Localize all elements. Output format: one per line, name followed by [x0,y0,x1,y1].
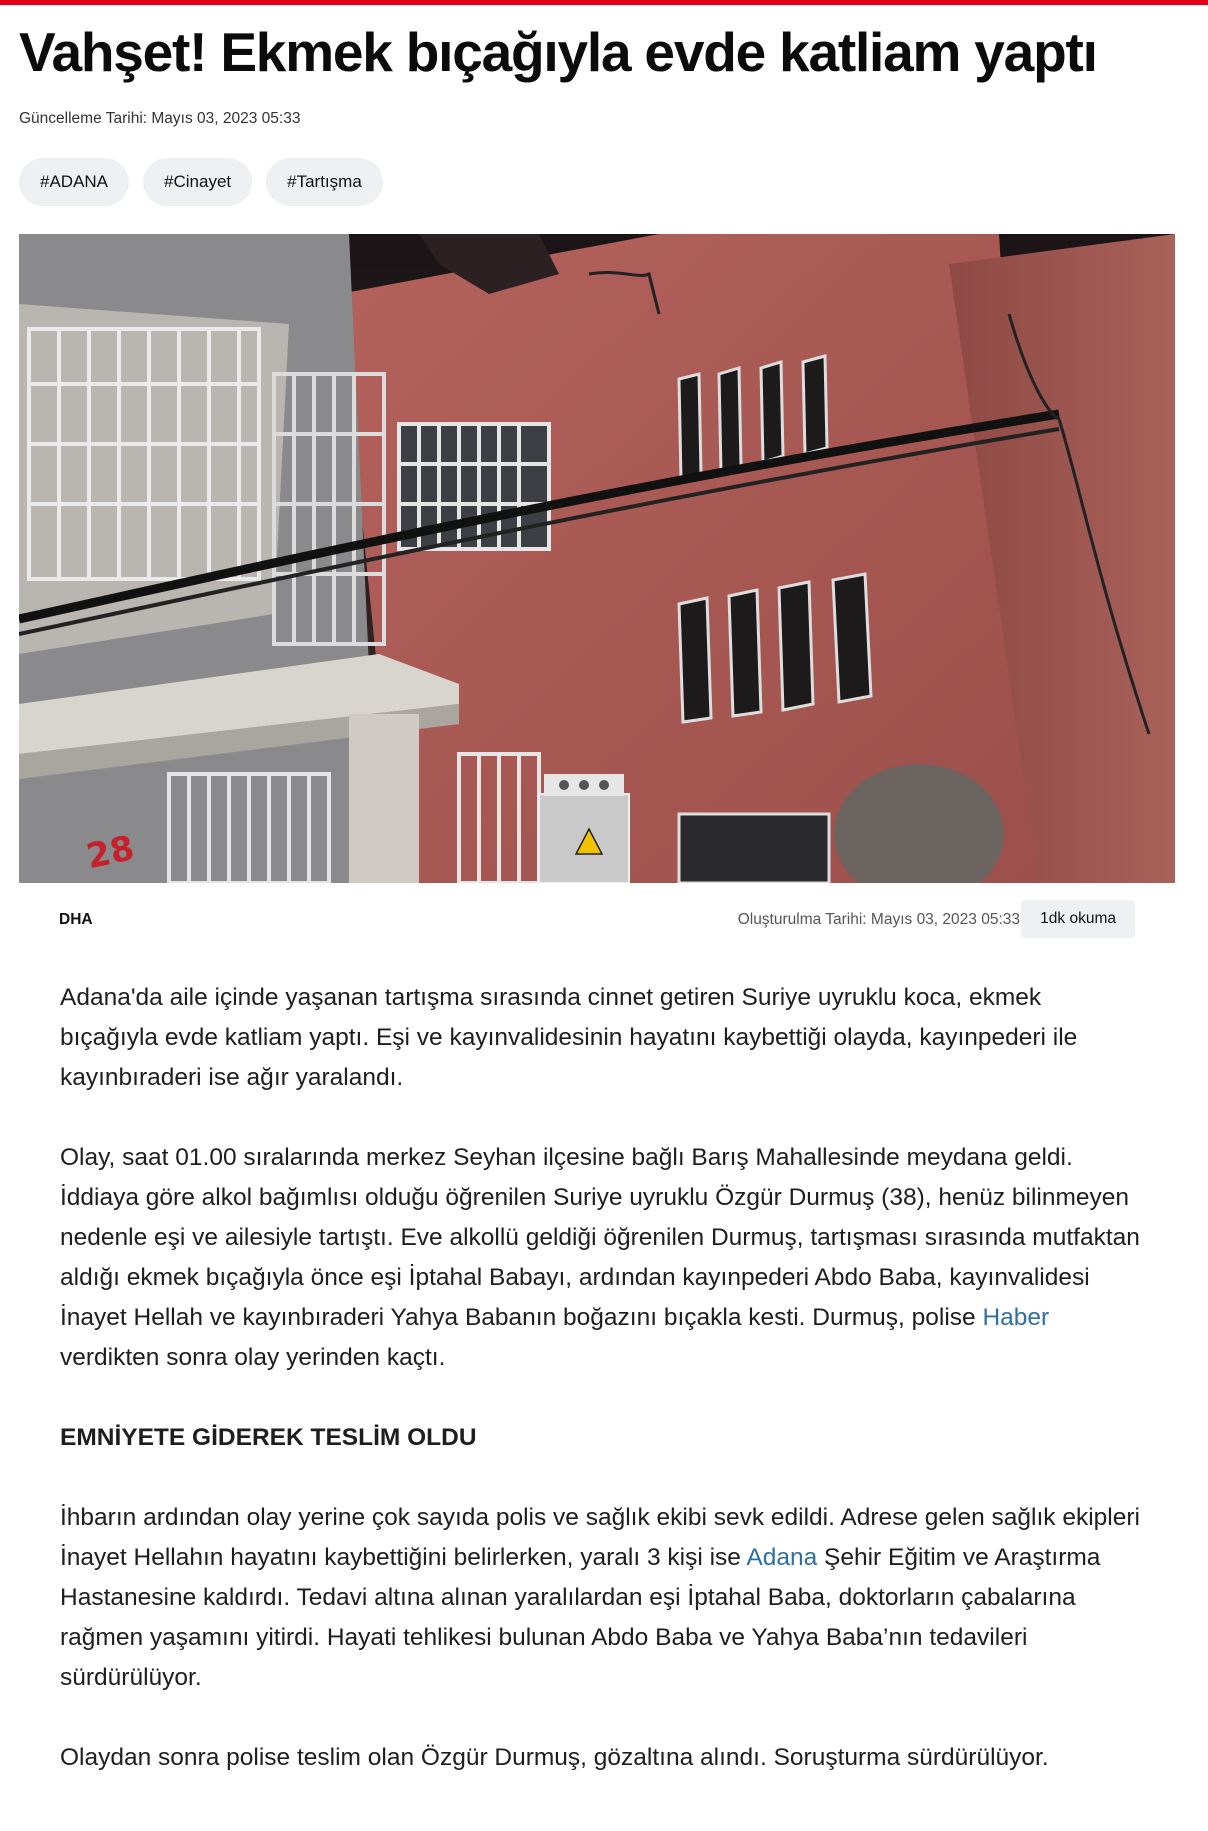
building-illustration [19,234,1175,883]
paragraph-response-text-a: İhbarın ardından olay yerine çok sayıda polis ve sağlık ekibi sevk edildi. Adrese gelen sağlık ekipleri İnayet Hellahın hayatını kaybettiğini belirlerken, yaralı 3 kişi ise [60,1504,1140,1571]
paragraph-event-text-b: verdikten sonra olay yerinden kaçtı. [60,1344,446,1371]
updated-date: Güncelleme Tarihi: Mayıs 03, 2023 05:33 [19,110,301,127]
created-date: Oluşturulma Tarihi: Mayıs 03, 2023 05:33 [737,911,1020,928]
article-photo [19,234,1175,883]
article-body [60,978,1140,1818]
section-heading: EMNİYETE GİDEREK TESLİM OLDU [60,1424,477,1451]
paragraph-intro: Adana'da aile içinde yaşanan tartışma sırasında cinnet getiren Suriye uyruklu koca, ekmek bıçağıyla evde katliam yaptı. Eşi ve kayınvalidesinin hayatını kaybettiği olayda, kayınpederi ile kayınbıraderi ise ağır yaralandı. [60,984,1078,1091]
read-time-badge: 1dk okuma [1021,900,1135,938]
tag-adana[interactable]: #ADANA [19,158,129,206]
tag-tartisma[interactable]: #Tartışma [266,158,383,206]
building-number: 28 [83,828,138,878]
top-accent-bar [0,0,1208,5]
paragraph-event [60,1138,1140,1378]
paragraph-event-text-a: Olay, saat 01.00 sıralarında merkez Seyhan ilçesine bağlı Barış Mahallesinde meydana geldi. İddiaya göre alkol bağımlısı olduğu öğrenilen Suriye uyruklu Özgür Durmuş (38), henüz bilinmeyen nedenle eşi ve ailesiyle tartıştı. Eve alkollü geldiği öğrenilen Durmuş, tartışması sırasında mutfaktan aldığı ekmek bıçağıyla önce eşi İptahal Babayı, ardından kayınpederi Abdo Baba, kayınvalidesi İnayet Hellah ve kayınbıraderi Yahya Babanın boğazını bıçakla kesti. Durmuş, polise [60,1144,1140,1331]
paragraph-response [60,1498,1140,1698]
link-haber[interactable]: Haber [982,1304,1050,1331]
tag-cinayet[interactable]: #Cinayet [143,158,252,206]
link-adana[interactable]: Adana [746,1544,818,1571]
article-meta [19,900,1175,938]
paragraph-closing: Olaydan sonra polise teslim olan Özgür Durmuş, gözaltına alındı. Soruşturma sürdürülüyor. [60,1744,1049,1771]
article-title: Vahşet! Ekmek bıçağıyla evde katliam yaptı [19,21,1097,83]
news-source: DHA [59,911,93,928]
tag-list [19,158,383,206]
paragraph-response-text-b: Şehir Eğitim ve Araştırma Hastanesine kaldırdı. Tedavi altına alınan yaralılardan eşi İptahal Baba, doktorların çabalarına rağmen yaşamını yitirdi. Hayati tehlikesi bulunan Abdo Baba ve Yahya Baba’nın tedavileri sürdürülüyor. [60,1544,1101,1691]
